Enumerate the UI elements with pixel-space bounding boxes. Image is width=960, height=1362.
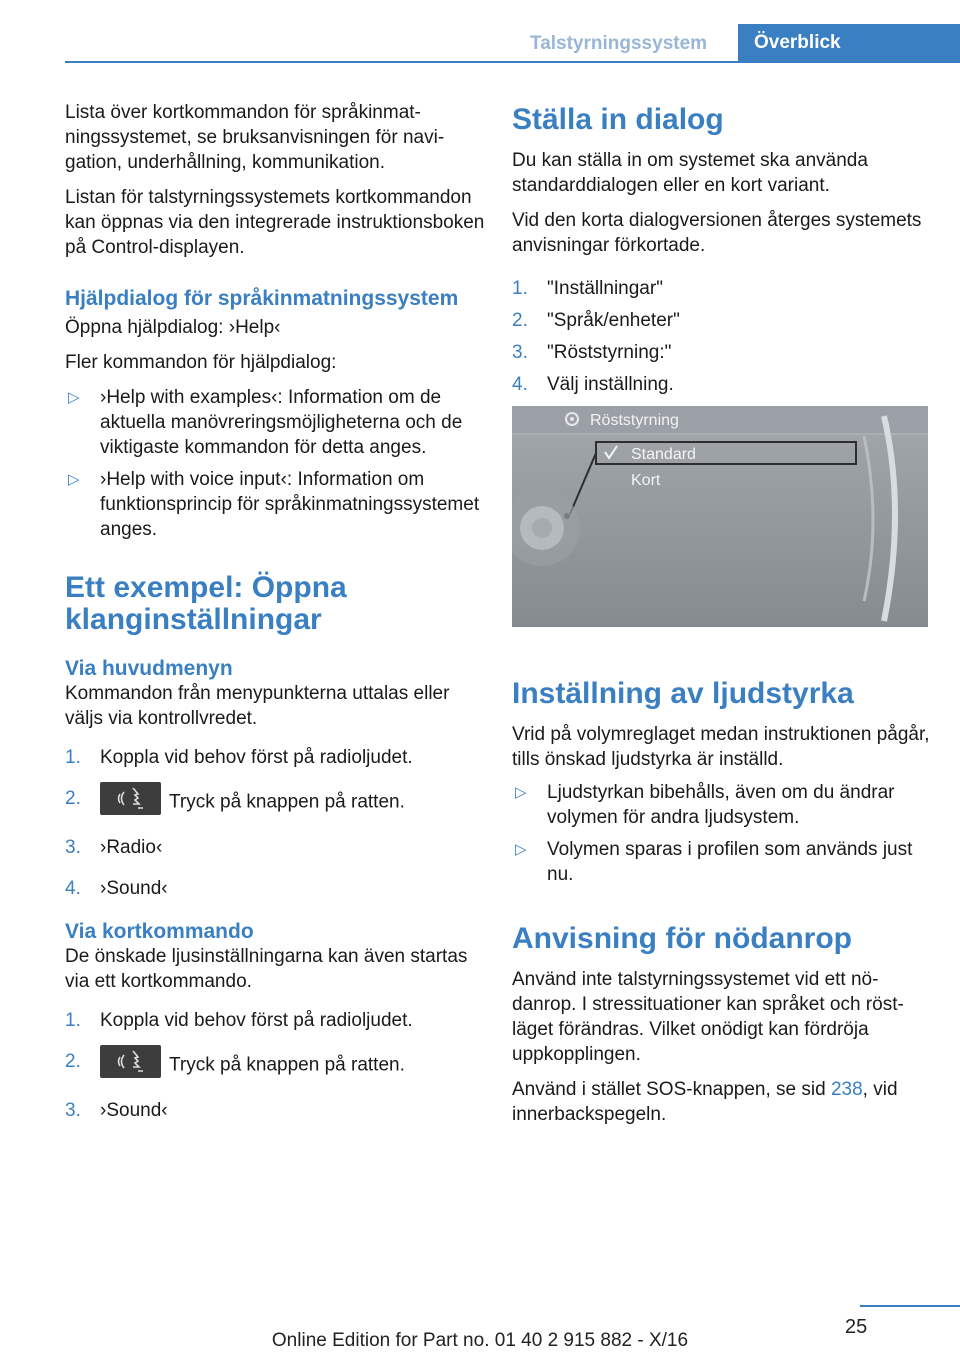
page-number-rule xyxy=(860,1305,960,1307)
dialog-paragraph-2: Vid den korta dialogversionen återges systemets anvisningar förkortade. xyxy=(512,210,922,256)
list-item-text: "Språk/enheter" xyxy=(547,310,680,331)
left-column xyxy=(65,100,485,1130)
list-item: 2. Tryck på knappen på ratten. xyxy=(65,786,485,819)
list-item-text: Tryck på knappen på ratten. xyxy=(169,791,405,813)
list-item-text: ›Help with voice input‹: Information om funktionsprincip för språkinmatningssystemet anges. xyxy=(100,469,480,540)
intro-paragraph-2: Listan för talstyrningssystemets kortkommandon kan öppnas via den integrerade instruktionsboken på Control-displayen. xyxy=(65,187,485,258)
list-item: 1. "Inställningar" xyxy=(512,278,663,299)
list-item xyxy=(512,837,932,887)
help-bullet-list xyxy=(65,385,485,542)
dialog-paragraph-1: Du kan ställa in om systemet ska använda standarddialogen eller en kort variant. xyxy=(512,150,868,196)
list-item-text: Koppla vid behov först på radioljudet. xyxy=(100,1010,413,1031)
triangle-bullet-icon: ▷ xyxy=(68,471,80,488)
page-number: 25 xyxy=(845,1316,868,1338)
list-item: 3. "Röststyrning:" xyxy=(512,342,672,363)
list-item-text: Volymen sparas i profilen som används just nu. xyxy=(547,839,913,885)
help-more-text: Fler kommandon för hjälpdialog: xyxy=(65,352,337,373)
volume-bullet-list xyxy=(512,780,932,887)
header-rule xyxy=(65,61,960,63)
voice-command-button-icon xyxy=(100,782,161,815)
heading-dialog: Ställa in dialog xyxy=(512,103,724,136)
list-item-text: Ljudstyrkan bibehålls, även om du ändrar volymen för andra ljudsystem. xyxy=(547,782,895,828)
list-item-text: ›Help with examples‹: Information om de aktuella manövreringsmöjligheterna och de viktigaste kommandon för detta anges. xyxy=(100,387,463,458)
list-item-text: ›Radio‹ xyxy=(100,837,163,858)
display-graphic xyxy=(512,406,928,627)
screen-option-standard: Standard xyxy=(631,446,696,463)
list-item-text: Välj inställning. xyxy=(547,374,674,395)
list-item: 3. ›Sound‹ xyxy=(65,1100,168,1121)
triangle-bullet-icon: ▷ xyxy=(515,784,527,801)
page-reference-link[interactable]: 238 xyxy=(830,1079,863,1100)
list-item-text: ›Sound‹ xyxy=(100,878,168,899)
right-column xyxy=(512,104,932,404)
menu-steps-list xyxy=(65,745,485,901)
heading-example: Ett exempel: Öppna klanginställningar xyxy=(65,571,347,636)
via-short-text: De önskade ljusinställningarna kan även startas via ett kortkommando. xyxy=(65,946,468,992)
list-item-text: Koppla vid behov först på radioljudet. xyxy=(100,747,413,768)
short-steps-list xyxy=(65,1008,485,1123)
heading-volume: Inställning av ljudstyrka xyxy=(512,677,854,710)
list-item: 2. "Språk/enheter" xyxy=(512,310,680,331)
list-item xyxy=(65,467,485,542)
list-item-text: Tryck på knappen på ratten. xyxy=(169,1054,405,1076)
list-item: 2. Tryck på knappen på ratten. xyxy=(65,1049,485,1082)
list-item: 1. Koppla vid behov först på radioljudet. xyxy=(65,747,413,768)
screen-title: Röststyrning xyxy=(590,412,679,429)
list-item: 3. ›Radio‹ xyxy=(65,837,163,858)
heading-via-short: Via kortkommando xyxy=(65,920,254,943)
list-item-text: ›Sound‹ xyxy=(100,1100,168,1121)
control-display-screenshot xyxy=(512,406,928,627)
help-open-text: Öppna hjälpdialog: ›Help‹ xyxy=(65,317,281,338)
emergency-paragraph-1: Använd inte talstyrningssystemet vid ett nödanrop. I stressituationer kan språket och röstläget förändras. Vilket onödigt kan fördröja uppkopplingen. xyxy=(512,969,904,1065)
voice-command-button-icon xyxy=(100,1045,161,1078)
heading-via-menu: Via huvudmenyn xyxy=(65,657,233,680)
triangle-bullet-icon: ▷ xyxy=(515,841,527,858)
heading-help-dialog: Hjälpdialog för språkinmatningssystem xyxy=(65,287,459,310)
header-tab: Överblick xyxy=(738,24,960,62)
list-item: 4. Välj inställning. xyxy=(512,374,674,395)
right-column-lower xyxy=(512,678,932,1137)
list-item-text: "Inställningar" xyxy=(547,278,663,299)
heading-emergency: Anvisning för nödanrop xyxy=(512,922,852,955)
dialog-steps-list xyxy=(512,276,932,397)
via-menu-text: Kommandon från menypunkterna uttalas eller väljs via kontrollvredet. xyxy=(65,683,450,729)
intro-paragraph-1: Lista över kortkommandon för språkinmatningssystemet, se bruksanvisningen för navigation, underhållning, kommunikation. xyxy=(65,102,445,173)
footer-edition: Online Edition for Part no. 01 40 2 915 882 - X/16 xyxy=(271,1330,689,1351)
list-item xyxy=(65,385,485,460)
screen-option-kort: Kort xyxy=(631,472,661,489)
emergency-text-a: Använd i stället SOS-knappen, se sid xyxy=(512,1079,831,1100)
list-item-text: "Röststyrning:" xyxy=(547,342,672,363)
header-section-title: Talstyrningssystem xyxy=(530,33,708,54)
triangle-bullet-icon: ▷ xyxy=(68,389,80,406)
list-item: 4. ›Sound‹ xyxy=(65,878,168,899)
list-item xyxy=(512,780,932,830)
list-item: 1. Koppla vid behov först på radioljudet. xyxy=(65,1010,413,1031)
emergency-paragraph-2 xyxy=(512,1077,932,1127)
emergency-text-b: , vid innerbackspegeln. xyxy=(512,1079,898,1125)
volume-paragraph: Vrid på volymreglaget medan instruktionen pågår, tills önskad ljudstyrka är inställd. xyxy=(512,724,930,770)
